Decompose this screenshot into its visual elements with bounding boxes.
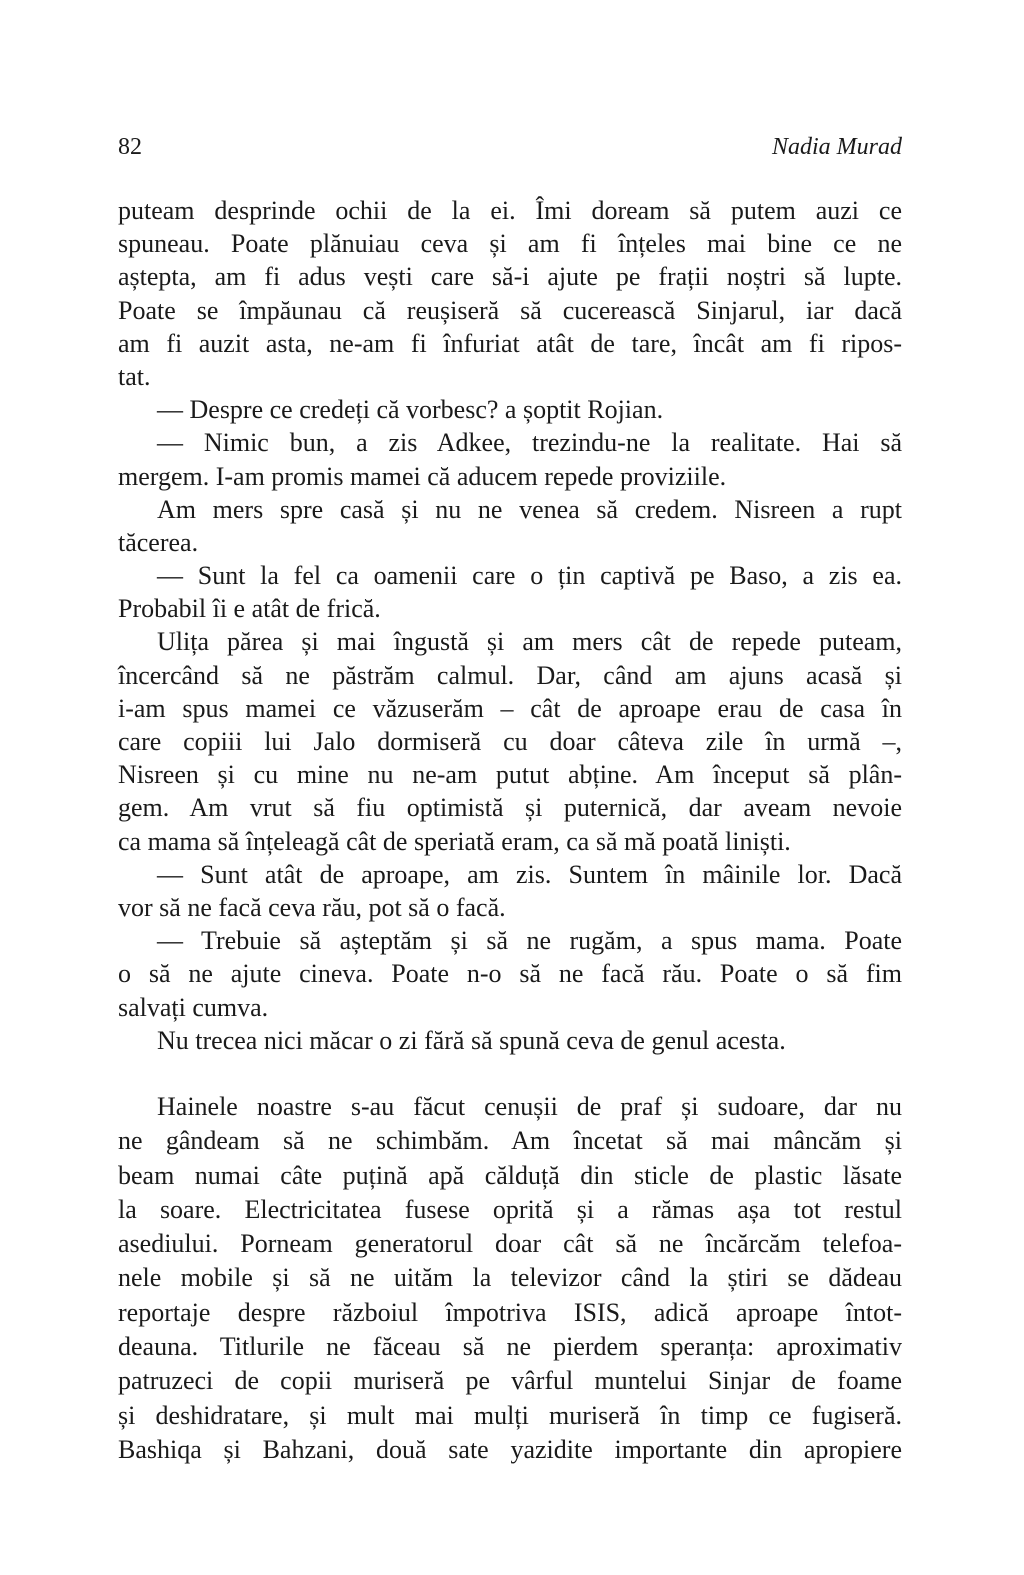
text-line: reportaje despre războiul împotriva ISIS, adică aproape întot- bbox=[118, 1297, 902, 1327]
text-line: — Sunt atât de aproape, am zis. Suntem în mâinile lor. Dacă bbox=[157, 859, 902, 889]
body-text-section-1 bbox=[118, 194, 902, 1057]
text-line: beam numai câte puțină apă călduță din sticle de plastic lăsate bbox=[118, 1160, 902, 1190]
text-line: tăcerea. bbox=[118, 527, 199, 557]
text-line: aștepta, am fi adus vești care să-i ajute pe frații noștri să lupte. bbox=[118, 262, 902, 292]
body-text-section-2 bbox=[118, 1090, 902, 1467]
text-line: deauna. Titlurile ne făceau să ne pierdem speranța: aproximativ bbox=[118, 1332, 902, 1362]
text-line: Am mers spre casă și nu ne venea să credem. Nisreen a rupt bbox=[157, 494, 902, 524]
text-line: vor să ne facă ceva rău, pot să o facă. bbox=[118, 892, 506, 922]
text-line: la soare. Electricitatea fusese oprită și a rămas așa tot restul bbox=[118, 1194, 902, 1224]
text-line: gem. Am vrut să fiu optimistă și puternică, dar aveam nevoie bbox=[118, 793, 902, 823]
text-line: o să ne ajute cineva. Poate n-o să ne facă rău. Poate o să fim bbox=[118, 959, 902, 989]
text-line: i-am spus mamei ce văzuserăm – cât de aproape erau de casa în bbox=[118, 693, 902, 723]
text-line: mergem. I-am promis mamei că aducem repede proviziile. bbox=[118, 461, 727, 491]
text-line: patruzeci de copii muriseră pe vârful muntelui Sinjar de foame bbox=[118, 1366, 902, 1396]
text-line: am fi auzit asta, ne-am fi înfuriat atât de tare, încât am fi ripos- bbox=[118, 328, 902, 358]
text-line: Hainele noastre s-au făcut cenușii de praf și sudoare, dar nu bbox=[157, 1092, 902, 1121]
text-line: tat. bbox=[118, 361, 151, 391]
text-line: încercând să ne păstrăm calmul. Dar, când am ajuns acasă și bbox=[118, 660, 902, 690]
text-line: — Nimic bun, a zis Adkee, trezindu-ne la realitate. Hai să bbox=[157, 428, 902, 458]
text-line: Bashiqa și Bahzani, două sate yazidite importante din apropiere bbox=[118, 1434, 902, 1464]
text-line: și deshidratare, și mult mai mulți muriseră în timp ce fugiseră. bbox=[118, 1400, 902, 1430]
text-line: ne gândeam să ne schimbăm. Am încetat să mai mâncăm și bbox=[118, 1126, 902, 1156]
text-line: Ulița părea și mai îngustă și am mers cât de repede puteam, bbox=[157, 627, 902, 657]
text-line: salvați cumva. bbox=[118, 992, 269, 1022]
text-line: Poate se împăunau că reușiseră să cucerească Sinjarul, iar dacă bbox=[118, 295, 902, 325]
page-number: 82 bbox=[118, 134, 142, 160]
text-line: — Sunt la fel ca oamenii care o țin captivă pe Baso, a zis ea. bbox=[157, 561, 902, 591]
text-line: — Trebuie să așteptăm și să ne rugăm, a spus mama. Poate bbox=[157, 926, 902, 956]
running-head-author: Nadia Murad bbox=[771, 134, 902, 160]
text-line: — Despre ce credeți că vorbesc? a șoptit Rojian. bbox=[157, 395, 664, 425]
text-line: puteam desprinde ochii de la ei. Îmi doream să putem auzi ce bbox=[118, 196, 902, 225]
text-line: asediului. Porneam generatorul doar cât să ne încărcăm telefoa- bbox=[118, 1229, 902, 1259]
text-line: care copiii lui Jalo dormiseră cu doar câteva zile în urmă –, bbox=[118, 727, 902, 756]
text-line: Nisreen și cu mine nu ne-am putut abține. Am început să plân- bbox=[118, 760, 902, 790]
text-line: ca mama să înțeleagă cât de speriată eram, ca să mă poată liniști. bbox=[118, 826, 791, 856]
text-line: Nu trecea nici măcar o zi fără să spună ceva de genul acesta. bbox=[157, 1025, 786, 1055]
text-line: spuneau. Poate plănuiau ceva și am fi înțeles mai bine ce ne bbox=[118, 229, 902, 259]
text-line: nele mobile și să ne uităm la televizor când la știri se dădeau bbox=[118, 1263, 902, 1293]
text-line: Probabil îi e atât de frică. bbox=[118, 594, 381, 624]
